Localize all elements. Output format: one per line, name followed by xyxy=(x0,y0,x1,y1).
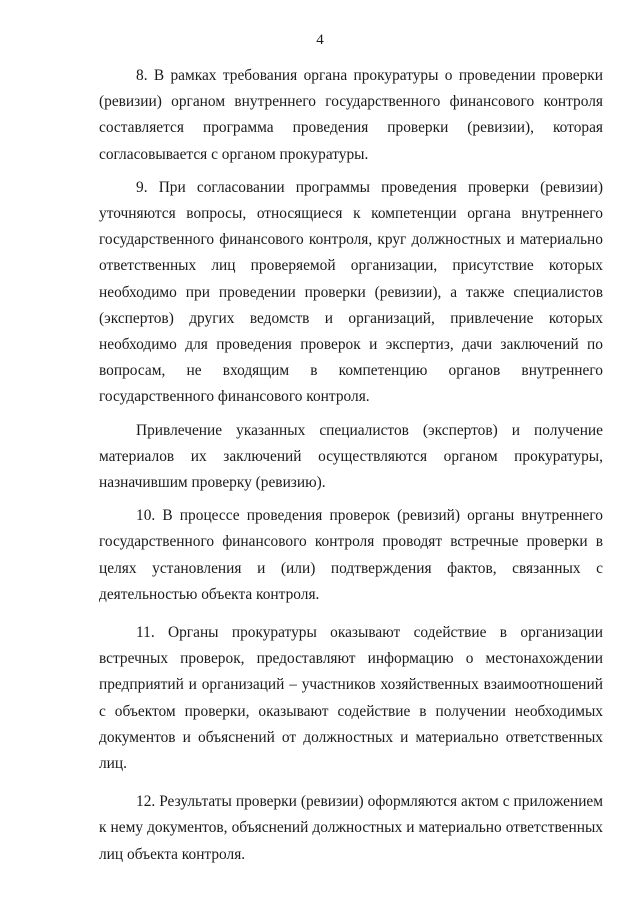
paragraph-item-9: 9. При согласовании программы проведения проверки (ревизии) уточняются вопросы, относящиеся к компетенции органа внутреннего государственного финансового контроля, круг должностных и материально ответственных лиц проверяемой организации, присутствие которых необходимо при проведении проверки (ревизии), а также специалистов (экспертов) других ведомств и организаций, привлечение которых необходимо для проведения проверок и экспертиз, дачи заключений по вопросам, не входящим в компетенцию органов внутреннего государственного финансового контроля. xyxy=(99,178,603,406)
paragraph-involvement: Привлечение указанных специалистов (экспертов) и получение материалов их заключений осуществляются органом прокуратуры, назначившим проверку (ревизию). xyxy=(99,421,603,492)
paragraph-item-11: 11. Органы прокуратуры оказывают содействие в организации встречных проверок, предоставляют информацию о местонахождении предприятий и организаций – участников хозяйственных взаимоотношений с объектом проверки, оказывают содействие в получении необходимых документов и объяснений от должностных и материально ответственных лиц. xyxy=(99,624,603,773)
paragraph-item-8: 8. В рамках требования органа прокуратуры о проведении проверки (ревизии) органом внутреннего государственного финансового контроля составляется программа проведения проверки (ревизии), которая согласовывается с органом прокуратуры. xyxy=(99,67,603,163)
paragraph-item-12: 12. Результаты проверки (ревизии) оформляются актом с приложением к нему документов, объяснений должностных и материально ответственных лиц объекта контроля. xyxy=(99,793,603,863)
document-body xyxy=(99,63,603,875)
page-number: 4 xyxy=(316,32,324,48)
paragraph-item-10: 10. В процессе проведения проверок (ревизий) органы внутреннего государственного финансового контроля проводят встречные проверки в целях установления и (или) подтверждения фактов, связанных с деятельностью объекта контроля. xyxy=(99,507,603,603)
